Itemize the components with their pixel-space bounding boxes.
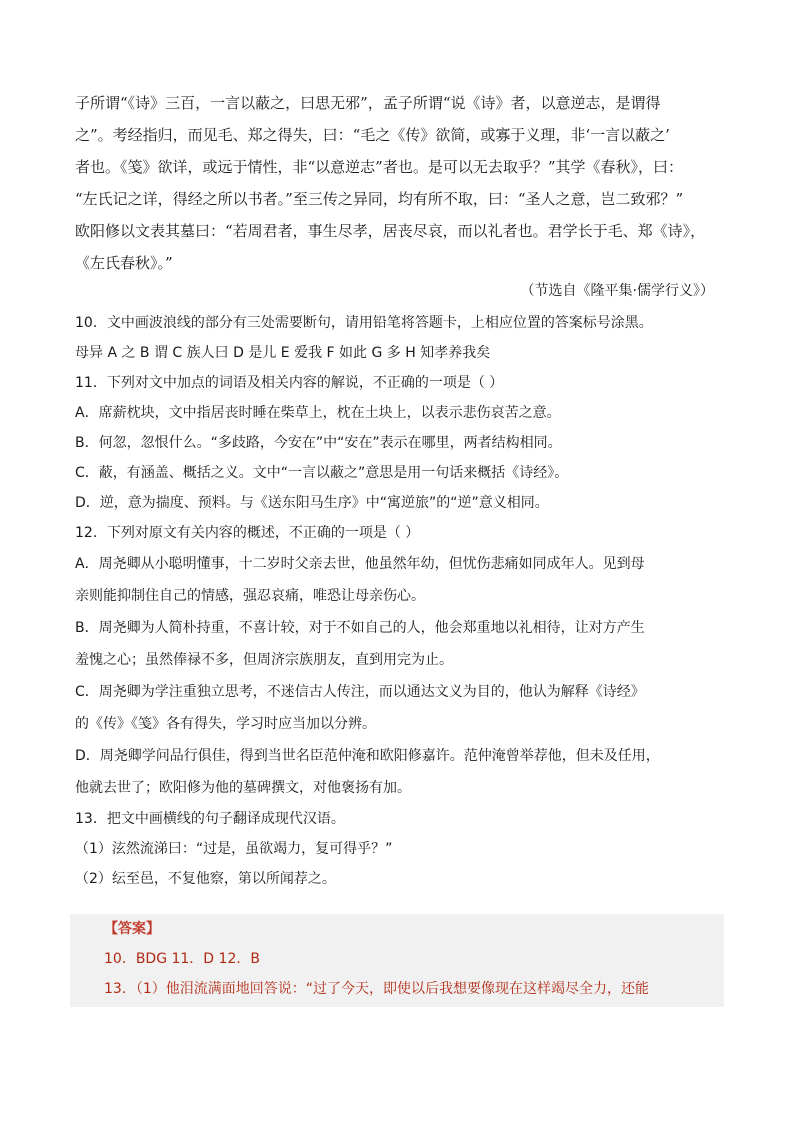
question-12-option-line: B．周尧卿为人简朴持重，不喜计较，对于不如自己的人，他会郑重地以礼相待，让对方产生 xyxy=(75,620,645,636)
passage-line: 之”。考经指归，而见毛、郑之得失，曰：“毛之《传》欲简，或寡于义理，非‘一言以蔽之’ xyxy=(75,126,670,144)
passage-source: （节选自《隆平集·儒学行义》） xyxy=(520,283,714,299)
question-12-option-line: 他就去世了；欧阳修为他的墓碑撰文，对他褒扬有加。 xyxy=(75,780,411,796)
question-12-stem: 12．下列对原文有关内容的概述，不正确的一项是（ ） xyxy=(75,525,420,541)
answer-line-2: 13．（1）他泪流满面地回答说：“过了今天，即使以后我想要像现在这样竭尽全力，还能 xyxy=(104,981,649,997)
question-11-option-b: B．何忽，忽恨什么。“多歧路，今安在”中“安在”表示在哪里，两者结构相同。 xyxy=(75,435,562,451)
question-11-stem: 11．下列对文中加点的词语及相关内容的解说，不正确的一项是（ ） xyxy=(75,375,504,391)
passage-line: 《左氏春秋》。” xyxy=(75,254,173,272)
question-13-item-1: （1）泫然流涕曰：“过是，虽欲竭力，复可得乎？” xyxy=(75,841,393,857)
classical-passage xyxy=(75,87,723,279)
answer-line-1: 10．BDG 11．D 12．B xyxy=(104,951,260,967)
answer-tag: 【答案】 xyxy=(104,921,160,937)
question-12-option-line: D．周尧卿学问品行俱佳，得到当世名臣范仲淹和欧阳修嘉许。范仲淹曾举荐他，但未及任用， xyxy=(75,748,660,764)
questions-section xyxy=(75,308,725,894)
answer-content xyxy=(70,914,724,1004)
question-11-option-a: A．席薪枕块，文中指居丧时睡在柴草上，枕在土块上，以表示悲伤哀苦之意。 xyxy=(75,405,561,421)
answer-box xyxy=(70,914,724,1007)
question-12-option-line: A．周尧卿从小聪明懂事，十二岁时父亲去世，他虽然年幼，但忧伤悲痛如同成年人。见到母 xyxy=(75,556,645,572)
question-12-option-line: C．周尧卿为学注重独立思考，不迷信古人传注，而以通达文义为目的，他认为解释《诗经》 xyxy=(75,684,645,700)
question-12-option-line: 羞愧之心；虽然俸禄不多，但周济宗族朋友，直到用完为止。 xyxy=(75,652,453,668)
question-13-stem: 13．把文中画横线的句子翻译成现代汉语。 xyxy=(75,811,345,827)
passage-line: 者也。《笺》欲详，或远于情性，非“以意逆志”者也。是可以无去取乎？”其学《春秋》，曰： xyxy=(75,158,684,176)
passage-line: 子所谓“《诗》三百，一言以蔽之，曰思无邪”，孟子所谓“说《诗》者，以意逆志，是谓得 xyxy=(75,94,661,112)
passage-line: 欧阳修以文表其墓曰：“若周君者，事生尽孝，居丧尽哀，而以礼者也。君学长于毛、郑《诗》， xyxy=(75,222,706,240)
question-13-item-2: （2）纭至邑，不复他察，第以所闻荐之。 xyxy=(75,871,336,887)
passage-line: “左氏记之详，得经之所以书者。”至三传之异同，均有所不取，曰：“圣人之意，岂二致邪？” xyxy=(75,190,684,208)
question-10-text: 母异 A 之 B 谓 C 族人曰 D 是儿 E 爱我 F 如此 G 多 H 知孝养我矣 xyxy=(75,345,491,361)
question-11-option-d: D．逆，意为揣度、预料。与《送东阳马生序》中“寓逆旅”的“逆”意义相同。 xyxy=(75,495,549,511)
question-11-option-c: C．蔽，有涵盖、概括之义。文中“一言以蔽之”意思是用一句话来概括《诗经》。 xyxy=(75,465,569,481)
question-10-stem: 10．文中画波浪线的部分有三处需要断句，请用铅笔将答题卡，上相应位置的答案标号涂黑。 xyxy=(75,315,653,331)
question-12-option-line: 亲则能抑制住自己的情感，强忍哀痛，唯恐让母亲伤心。 xyxy=(75,588,425,604)
question-12-option-line: 的《传》《笺》各有得失，学习时应当加以分辨。 xyxy=(75,716,376,732)
